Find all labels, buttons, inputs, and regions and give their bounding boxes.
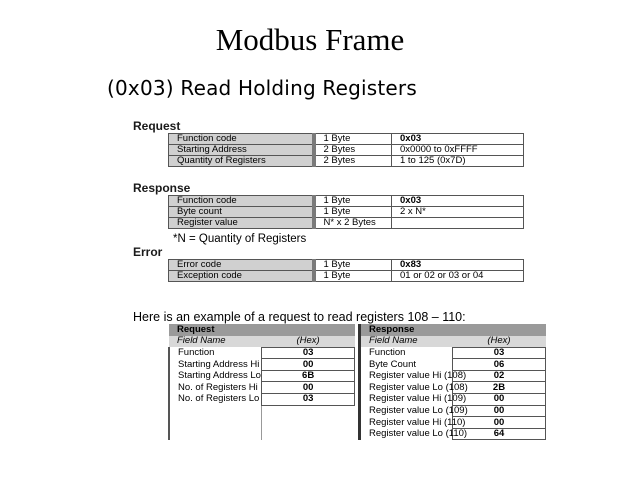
- response-header: Response: [360, 324, 546, 336]
- field-cell: Function: [360, 347, 453, 359]
- size-cell: 1 Byte: [314, 207, 392, 218]
- field-cell: Register value Hi (108): [360, 370, 453, 382]
- value-cell: 01 or 02 or 03 or 04: [392, 271, 524, 282]
- field-cell: Register value Lo (109): [360, 405, 453, 417]
- slide-subtitle: (0x03) Read Holding Registers: [107, 76, 417, 100]
- request-spec-table: [168, 133, 524, 167]
- hex-cell: 06: [453, 359, 546, 371]
- field-cell: Register value Lo (110): [360, 428, 453, 440]
- table-row: [169, 394, 355, 406]
- hex-cell: 02: [453, 370, 546, 382]
- table-row-empty: [169, 405, 355, 417]
- hex-cell: 00: [453, 405, 546, 417]
- table-row: [169, 156, 524, 167]
- size-cell: 1 Byte: [314, 196, 392, 207]
- hex-header: (Hex): [453, 336, 546, 348]
- slide-title: Modbus Frame: [215, 22, 405, 57]
- table-row: [169, 145, 524, 156]
- value-cell: 0x83: [392, 260, 524, 271]
- table-row: [360, 405, 546, 417]
- example-request-table: [168, 324, 355, 440]
- field-cell: Byte Count: [360, 359, 453, 371]
- table-row: [169, 134, 524, 145]
- quantity-note: *N = Quantity of Registers: [173, 233, 307, 245]
- hex-cell: 03: [453, 347, 546, 359]
- field-cell: Starting Address Lo: [169, 370, 262, 382]
- hex-cell: 03: [262, 347, 355, 359]
- table-row: [360, 417, 546, 429]
- table-subheader: [169, 336, 355, 348]
- response-spec-table: [168, 195, 524, 229]
- table-row: [360, 359, 546, 371]
- table-subheader: [360, 336, 546, 348]
- field-cell: No. of Registers Lo: [169, 394, 262, 406]
- table-header: [360, 324, 546, 336]
- table-row: [360, 347, 546, 359]
- field-cell: Exception code: [169, 271, 314, 282]
- hex-cell: 00: [453, 394, 546, 406]
- value-cell: 0x0000 to 0xFFFF: [392, 145, 524, 156]
- size-cell: 2 Bytes: [314, 156, 392, 167]
- value-cell: 2 x N*: [392, 207, 524, 218]
- hex-cell: 00: [453, 417, 546, 429]
- request-header: Request: [169, 324, 355, 336]
- request-label: Request: [133, 119, 181, 133]
- table-row: [360, 394, 546, 406]
- hex-cell: 6B: [262, 370, 355, 382]
- table-row: [169, 382, 355, 394]
- table-row: [169, 359, 355, 371]
- field-cell: Starting Address Hi: [169, 359, 262, 371]
- value-cell: 1 to 125 (0x7D): [392, 156, 524, 167]
- size-cell: 2 Bytes: [314, 145, 392, 156]
- size-cell: N* x 2 Bytes: [314, 218, 392, 229]
- hex-cell: 00: [262, 359, 355, 371]
- field-cell: Byte count: [169, 207, 314, 218]
- value-cell: 0x03: [392, 196, 524, 207]
- table-row: [360, 370, 546, 382]
- field-cell: Register value Hi (109): [360, 394, 453, 406]
- hex-cell: 00: [262, 382, 355, 394]
- table-row: [169, 260, 524, 271]
- size-cell: 1 Byte: [314, 260, 392, 271]
- field-cell: Function code: [169, 196, 314, 207]
- value-cell: [392, 218, 524, 229]
- response-label: Response: [133, 181, 191, 195]
- example-intro: Here is an example of a request to read registers 108 – 110:: [133, 310, 466, 324]
- table-row-empty: [169, 417, 355, 429]
- field-cell: Function: [169, 347, 262, 359]
- error-spec-table: [168, 259, 524, 282]
- table-row: [169, 196, 524, 207]
- field-name-header: Field Name: [169, 336, 262, 348]
- field-cell: Register value Lo (108): [360, 382, 453, 394]
- hex-cell: 64: [453, 428, 546, 440]
- table-row: [360, 382, 546, 394]
- hex-header: (Hex): [262, 336, 355, 348]
- hex-cell: 03: [262, 394, 355, 406]
- table-row: [169, 218, 524, 229]
- size-cell: 1 Byte: [314, 134, 392, 145]
- size-cell: 1 Byte: [314, 271, 392, 282]
- table-row: [169, 207, 524, 218]
- example-response-table: [358, 324, 546, 440]
- field-cell: Register value: [169, 218, 314, 229]
- field-name-header: Field Name: [360, 336, 453, 348]
- field-cell: No. of Registers Hi: [169, 382, 262, 394]
- table-row: [169, 271, 524, 282]
- error-label: Error: [133, 245, 163, 259]
- value-cell: 0x03: [392, 134, 524, 145]
- hex-cell: 2B: [453, 382, 546, 394]
- field-cell: Quantity of Registers: [169, 156, 314, 167]
- table-row: [360, 428, 546, 440]
- field-cell: Register value Hi (110): [360, 417, 453, 429]
- field-cell: Starting Address: [169, 145, 314, 156]
- table-row-empty: [169, 428, 355, 440]
- table-row: [169, 347, 355, 359]
- field-cell: Function code: [169, 134, 314, 145]
- table-row: [169, 370, 355, 382]
- field-cell: Error code: [169, 260, 314, 271]
- table-header: [169, 324, 355, 336]
